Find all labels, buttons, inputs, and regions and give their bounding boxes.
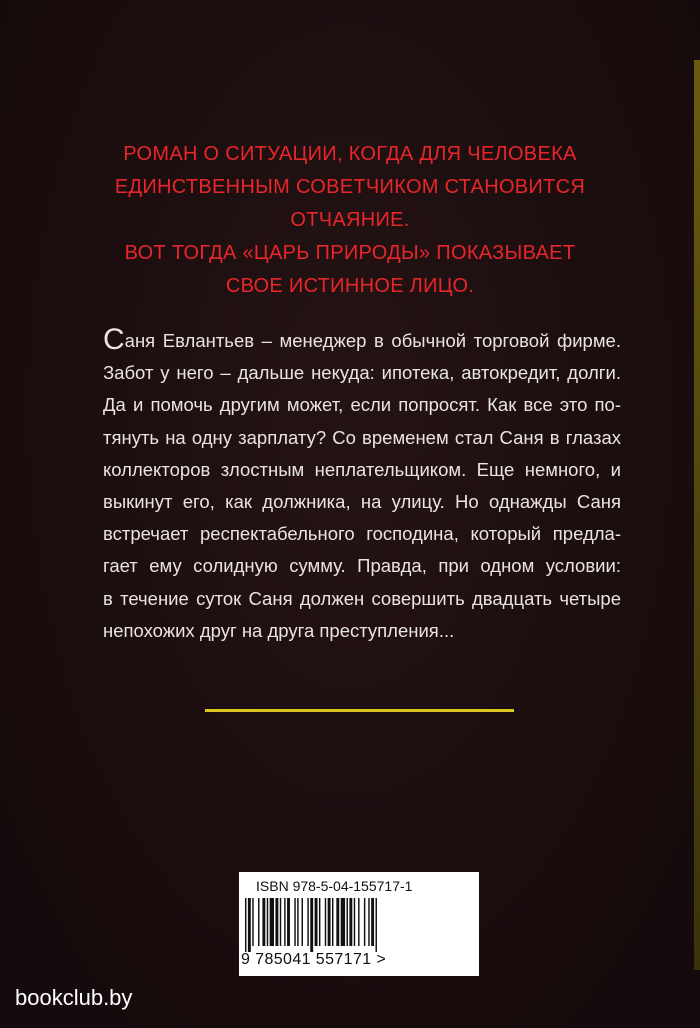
blurb-line: Забот у него – дальше некуда: ипотека, автокредит, долги. xyxy=(103,362,621,384)
tagline xyxy=(60,138,640,303)
blurb-line: Да и помочь другим может, если попросят. Как все это по- xyxy=(103,394,621,416)
blurb-line: встречает респектабельного господина, который предла- xyxy=(103,523,621,545)
blurb-line xyxy=(103,325,621,357)
tagline-line: РОМАН О СИТУАЦИИ, КОГДА ДЛЯ ЧЕЛОВЕКА xyxy=(123,143,577,165)
blurb-line: гает ему солидную сумму. Правда, при одном условии: xyxy=(103,555,621,577)
tagline-line: СВОЕ ИСТИННОЕ ЛИЦО. xyxy=(225,275,475,297)
blurb-line: тянуть на одну зарплату? Со временем стал Саня в глазах xyxy=(103,426,621,448)
blurb-line: в течение суток Саня должен совершить двадцать четыре xyxy=(103,587,621,609)
tagline-line: ВОТ ТОГДА «ЦАРЬ ПРИРОДЫ» ПОКАЗЫВАЕТ xyxy=(124,242,576,264)
blurb-paragraph xyxy=(103,325,621,647)
blurb-line: непохожих друг на друга преступления... xyxy=(103,619,455,641)
drop-cap: С xyxy=(103,323,125,356)
blurb-line-text: аня Евлантьев – менеджер в обычной торговой фирме. xyxy=(124,330,621,351)
tagline-line: ЕДИНСТВЕННЫМ СОВЕТЧИКОМ СТАНОВИТСЯ ОТЧАЯНИЕ. xyxy=(114,176,586,231)
blurb-line: выкинут его, как должника, на улицу. Но однажды Саня xyxy=(103,491,621,513)
isbn-label: ISBN 978-5-04-155717-1 xyxy=(256,878,413,894)
blurb-line: коллекторов злостным неплательщиком. Еще немного, и xyxy=(103,458,621,480)
isbn-digits: 9 785041 557171 > xyxy=(241,951,387,968)
barcode-icon xyxy=(245,898,435,952)
site-watermark: bookclub.by xyxy=(15,985,133,1010)
spine-edge xyxy=(694,60,700,970)
divider-line xyxy=(205,709,514,712)
publisher-logo-icon xyxy=(432,898,476,950)
